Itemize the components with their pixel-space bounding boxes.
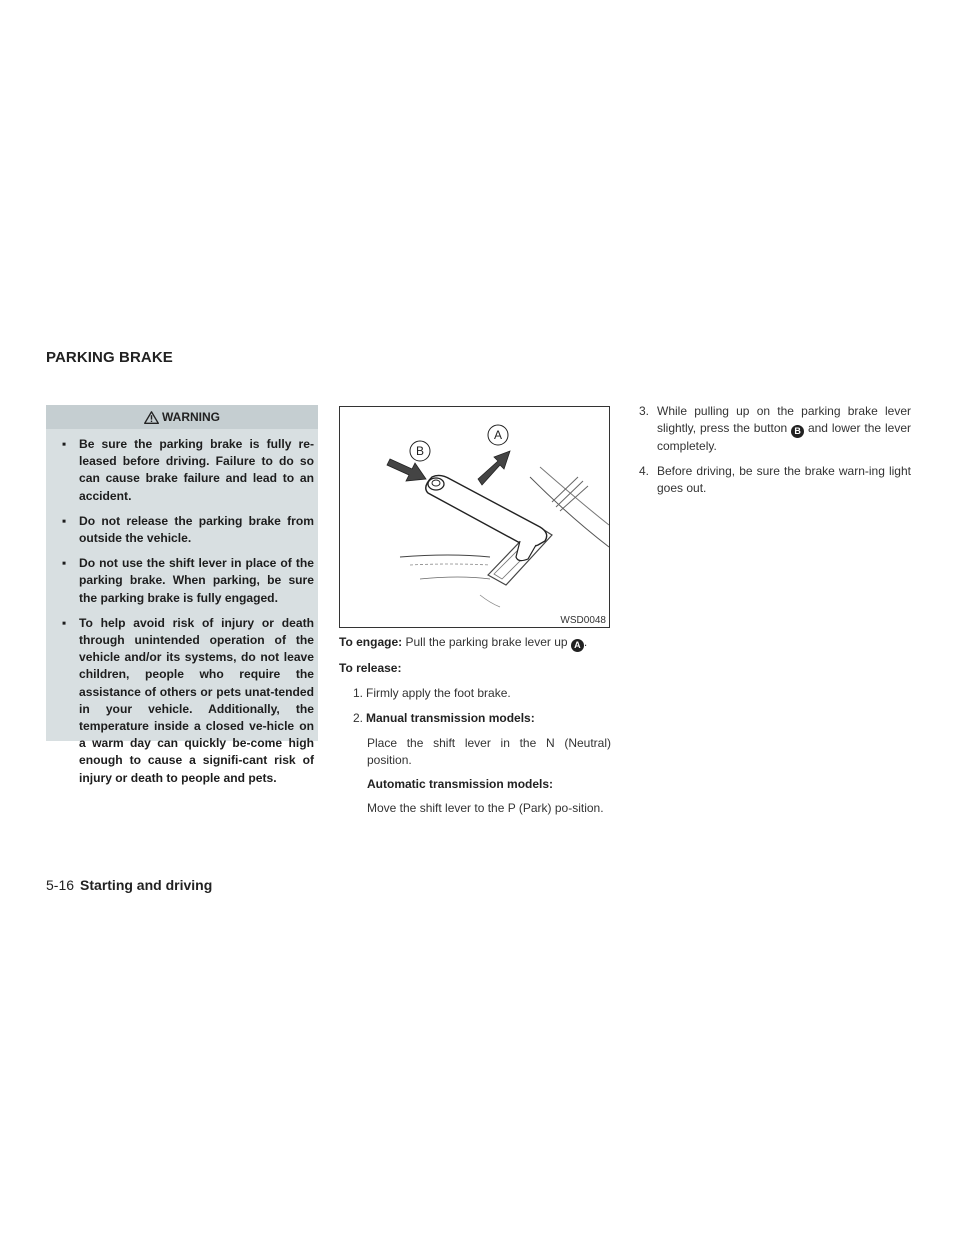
release-step-3 [639,403,911,455]
release-step-1 [339,685,611,702]
automatic-transmission-text: Move the shift lever to the P (Park) po-sition. [367,801,604,815]
warning-header [46,405,318,429]
step-text: While pulling up on the parking brake lever slightly, press the button [657,404,911,435]
parking-brake-illustration [340,407,609,627]
warning-heading: WARNING [162,410,220,424]
figure-label-b: B [415,444,425,458]
step-number: 4. [639,464,650,478]
parking-brake-figure [339,406,610,628]
marker-b: B [791,425,804,438]
warning-item: ▪ Do not use the shift lever in place of the parking brake. When parking, be sure the parking brake is fully engaged. [62,556,314,605]
instructions-column-right [639,403,911,505]
engage-end: . [583,635,588,649]
release-step-2 [339,710,611,727]
step-number: 1. [353,686,364,700]
step-text: Firmly apply the foot brake. [366,686,511,700]
step-number: 3. [639,404,650,418]
chapter-title: Starting and driving [80,877,213,893]
page-footer [46,877,212,893]
step-text: Before driving, be sure the brake warn-ing light goes out. [657,464,911,495]
warning-item: ▪ Be sure the parking brake is fully re-leased before driving. Failure to do so can cause brake failure and lead to an accident. [62,437,314,503]
warning-item: ▪ To help avoid risk of injury or death through unintended operation of the vehicle and/or its systems, do not leave children, people who require the assistance of others or pets unat-tended in your vehicle. Additionally, the temperature inside a closed ve-hicle on a warm day can quickly be-come high enough to cause a signifi-cant risk of injury or death to people and pets. [62,615,314,785]
section-title: PARKING BRAKE [46,349,173,366]
release-step-4 [639,463,911,497]
manual-transmission-label: Manual transmission models: [366,711,535,725]
figure-label-a: A [493,428,503,442]
manual-transmission-text: Place the shift lever in the N (Neutral) position. [367,736,611,767]
engage-label: To engage: [339,635,403,649]
engage-paragraph [339,634,611,652]
instructions-column [339,634,611,824]
warning-item: ▪ Do not release the parking brake from outside the vehicle. [62,513,314,546]
step-text: and lower the lever completely. [657,421,911,453]
automatic-transmission-label: Automatic transmission models: [367,777,554,791]
release-label: To release: [339,661,402,675]
warning-box [46,405,318,785]
page-number: 5-16 [46,877,75,893]
step-number: 2. [353,711,364,725]
warning-list [46,429,318,787]
marker-a: A [571,639,584,652]
warning-triangle-icon [144,411,159,424]
engage-text: Pull the parking brake lever up [405,635,568,649]
figure-code: WSD0048 [560,615,606,626]
